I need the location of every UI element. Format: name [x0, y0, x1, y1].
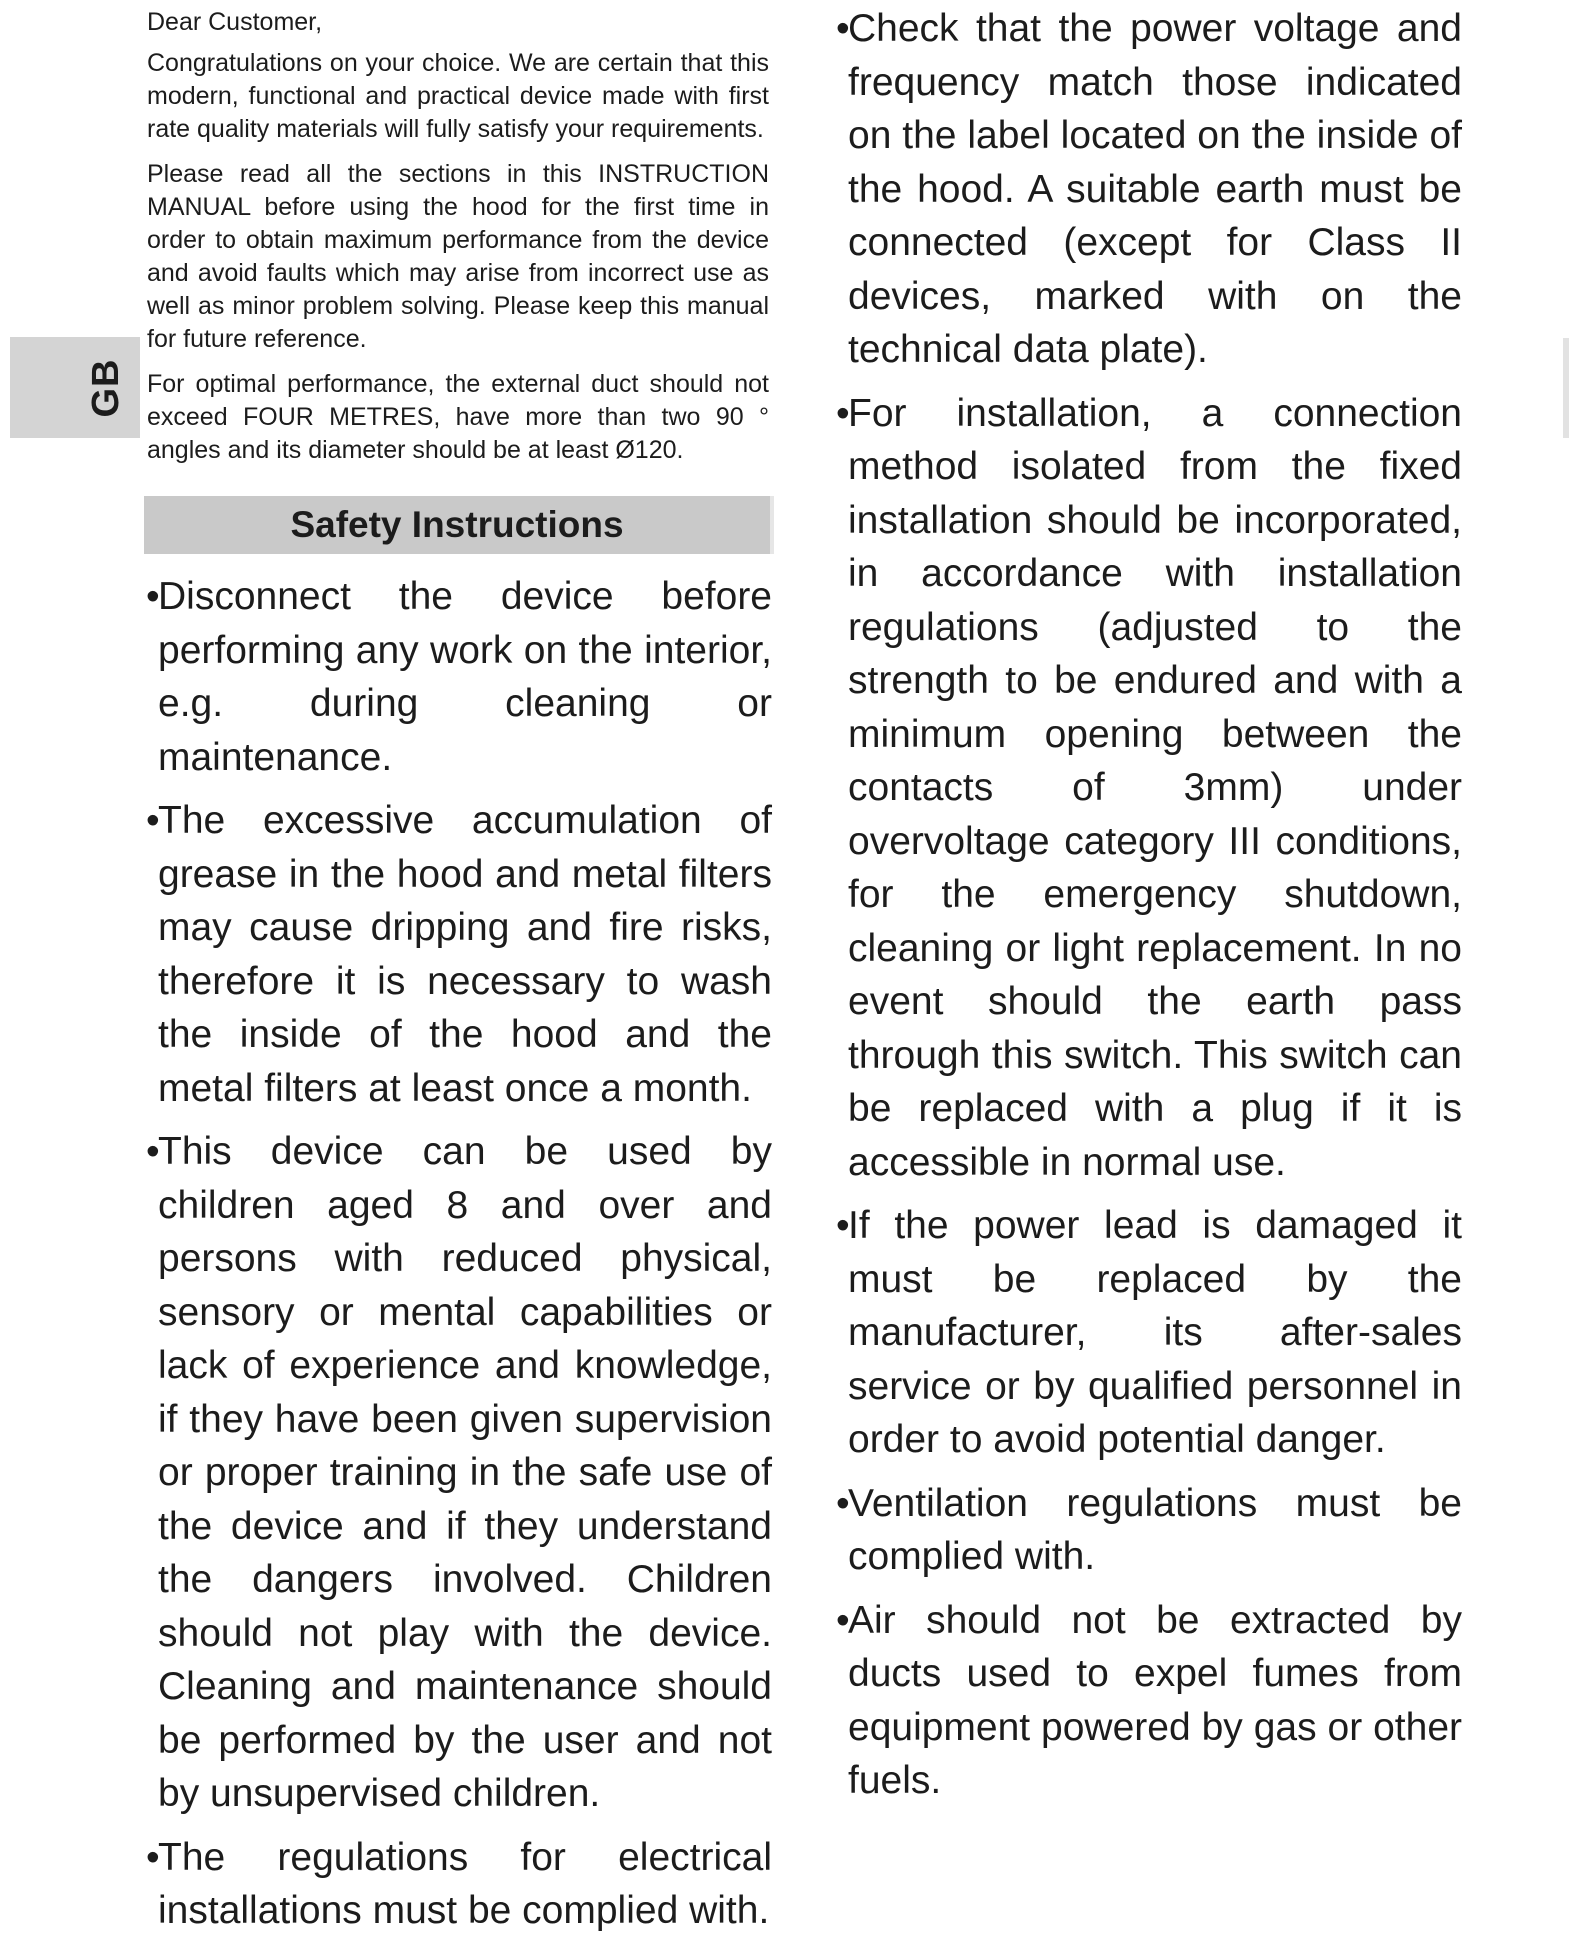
- bullet-icon: •: [836, 1598, 850, 1642]
- list-item-text: Air should not be extracted by ducts used to expel fumes from equipment powered by gas or other fuels.: [848, 1598, 1462, 1802]
- list-item-text: The excessive accumulation of grease in the hood and metal filters may cause dripping and fire risks, therefore it is necessary to wash the inside of the hood and the metal filters at least once a month.: [158, 799, 772, 1110]
- list-item: [836, 1594, 1462, 1808]
- language-tab-label: GB: [84, 358, 127, 418]
- intro-paragraph: Congratulations on your choice. We are certain that this modern, functional and practical device made with first rate quality materials will fully satisfy your requirements.: [147, 49, 769, 143]
- section-title: Safety Instructions: [290, 504, 624, 545]
- page-edge-marker: [1563, 338, 1569, 438]
- list-item-text: The regulations for electrical installations must be complied with.: [158, 1835, 772, 1932]
- list-item: [836, 2, 1462, 377]
- bullet-icon: •: [836, 391, 850, 435]
- greeting: Dear Customer,: [147, 8, 323, 36]
- list-item-text: This device can be used by children aged 8 and over and persons with reduced physical, sensory or mental capabilities or lack of experience and knowledge, if they have been given supervision or proper training in the safe use of the device and if they understand the dangers involved. Children should not play with the device. Cleaning and maintenance should be performed by the user and not by unsupervised children.: [158, 1130, 772, 1815]
- safety-list-left: [146, 570, 772, 1948]
- bullet-icon: •: [146, 1835, 160, 1879]
- list-item: [836, 1477, 1462, 1584]
- list-item-text: For installation, a connection method isolated from the fixed installation should be incorporated, in accordance with installation regulations (adjusted to the strength to be endured and with a minimum opening between the contacts of 3mm) under overvoltage category III conditions, for the emergency shutdown, cleaning or light replacement. In no event should the earth pass through this switch. This switch can be replaced with a plug if it is accessible in normal use.: [848, 391, 1462, 1184]
- section-header: [144, 496, 774, 554]
- list-item-text: Ventilation regulations must be complied with.: [848, 1481, 1462, 1578]
- intro-section: [147, 6, 769, 479]
- bullet-icon: •: [146, 1130, 160, 1173]
- list-item: [836, 1199, 1462, 1467]
- bullet-icon: •: [146, 575, 160, 618]
- list-item: [146, 1831, 772, 1938]
- list-item: [146, 1125, 772, 1821]
- list-item: [146, 794, 772, 1115]
- safety-list-right: [836, 2, 1462, 1818]
- list-item-text: If the power lead is damaged it must be replaced by the manufacturer, its after-sales service or by qualified personnel in order to avoid potential danger.: [848, 1204, 1462, 1461]
- bullet-icon: •: [836, 1481, 850, 1525]
- bullet-icon: •: [146, 799, 160, 842]
- list-item-text: Check that the power voltage and frequency match those indicated on the label located on the inside of the hood. A suitable earth must be connected (except for Class II devices, marked with on the technical data plate).: [848, 7, 1462, 371]
- list-item-text: Disconnect the device before performing any work on the interior, e.g. during cleaning or maintenance.: [158, 575, 772, 779]
- bullet-icon: •: [836, 1204, 850, 1247]
- language-tab: [10, 337, 140, 438]
- list-item: [146, 570, 772, 784]
- list-item: [836, 387, 1462, 1190]
- intro-paragraph: For optimal performance, the external duct should not exceed FOUR METRES, have more than two 90 ° angles and its diameter should be at least Ø120.: [147, 370, 769, 464]
- intro-paragraph: Please read all the sections in this INSTRUCTION MANUAL before using the hood for the first time in order to obtain maximum performance from the device and avoid faults which may arise from incorrect use as well as minor problem solving. Please keep this manual for future reference.: [147, 160, 769, 353]
- bullet-icon: •: [836, 7, 850, 50]
